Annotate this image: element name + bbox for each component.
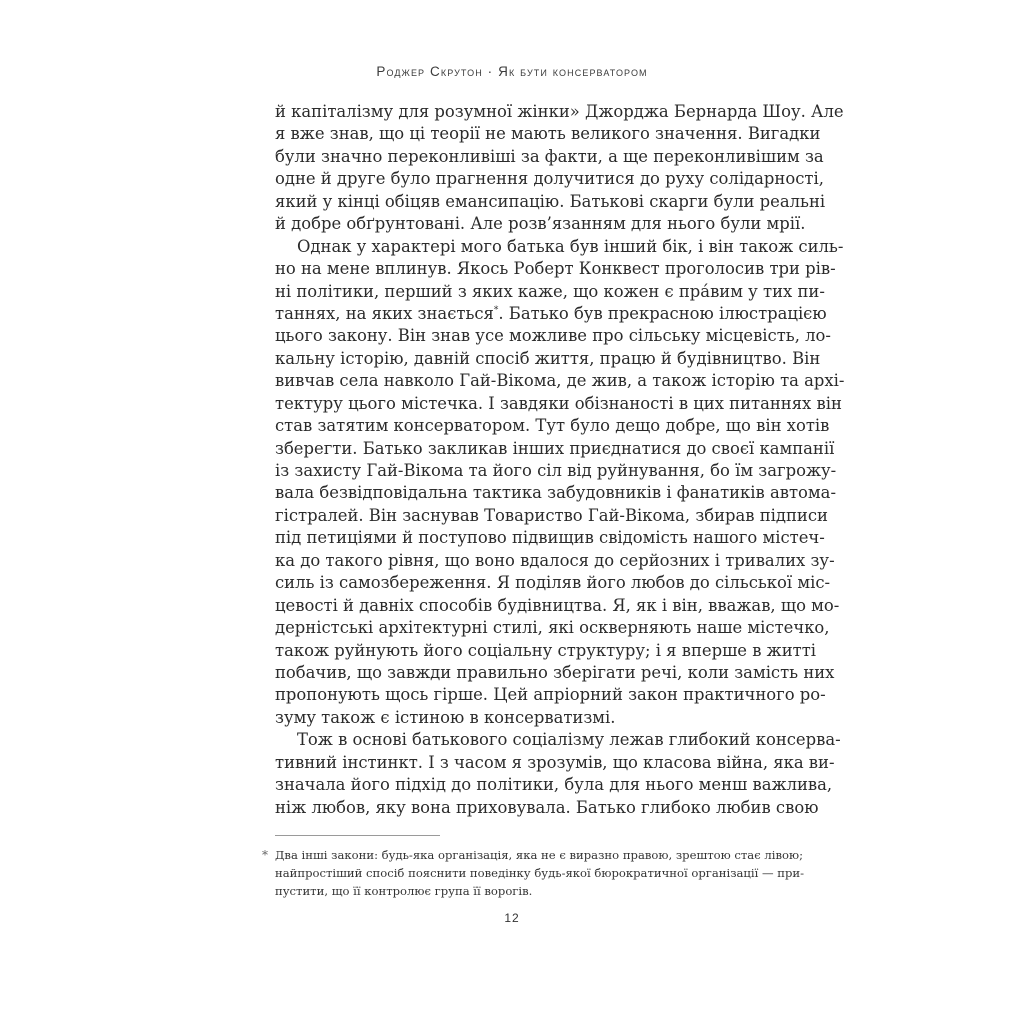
footnote-line: Два інші закони: будь-яка організація, яка не є виразно правою, зрештою стає лівою; [275,848,803,862]
text-line: но на мене вплинув. Якось Роберт Конквест проголосив три рів- [275,259,836,279]
text-line: під петиціями й поступово підвищив свідомість нашого містеч- [275,528,825,548]
text-line: вала безвідповідальна тактика забудовників і фанатиків автома- [275,483,836,503]
footnote [262,846,805,900]
text-line: були значно переконливіші за факти, а ще переконливішим за [275,146,824,166]
text-line: ні політики, перший з яких каже, що кожен є пра́вим у тих пи- [275,281,825,301]
text-line: зуму також є істиною в консерватизмі. [275,707,616,727]
footnote-marker: * [262,848,268,862]
text-line: також руйнують його соціальну структуру; і я вперше в житті [275,640,817,660]
text-line: цього закону. Він знав усе можливе про сільську місцевість, ло- [275,326,831,346]
paragraph-start-line: Тож в основі батькового соціалізму лежав глибокий консерва- [297,730,841,750]
running-head: Роджер Скрутон · Як бути консерватором [376,64,648,79]
body-text [275,101,845,819]
text-line: побачив, що завжди правильно зберігати речі, коли замість них [275,662,835,682]
text-line: кальну історію, давній спосіб життя, працю й будівництво. Він [275,348,821,368]
text-line-with-footnote-ref [275,303,827,325]
text-line: ка до такого рівня, що воно вдалося до серйозних і тривалих зу- [275,550,835,570]
page-number: 12 [504,911,520,925]
text-line: значала його підхід до політики, була для нього менш важлива, [275,775,833,795]
footnote-line: пустити, що її контролює група її ворогів. [275,884,533,898]
text-line: який у кінці обіцяв емансипацію. Батькові скарги були реальні [275,191,826,211]
text-line: я вже знав, що ці теорії не мають великого значення. Вигадки [275,124,821,144]
text-line: дерністські архітектурні стилі, які оскверняють наше містечко, [275,618,830,638]
text-fragment: . Батько був прекрасною ілюстрацією [498,303,827,323]
text-line: гістралей. Він заснував Товариство Гай-Вікома, збирав підписи [275,505,828,525]
footnote-reference[interactable]: * [493,305,499,316]
text-line: вивчав села навколо Гай-Вікома, де жив, а також історію та архі- [275,371,845,391]
text-line: пропонують щось гірше. Цей апріорний закон практичного ро- [275,685,826,705]
text-line: й добре обґрунтовані. Але розв’язанням для нього були мрії. [275,214,806,234]
footnote-divider [275,835,440,836]
text-line: тектуру цього містечка. І завдяки обізнаності в цих питаннях він [275,393,842,413]
text-line: зберегти. Батько закликав інших приєднатися до своєї кампанії [275,438,835,458]
text-line: ніж любов, яку вона приховувала. Батько глибоко любив свою [275,797,819,817]
footnote-body [275,846,805,900]
text-line: став затятим консерватором. Тут було дещо добре, що він хотів [275,416,830,436]
text-line: тивний інстинкт. І з часом я зрозумів, що класова війна, яка ви- [275,752,835,772]
text-fragment: таннях, на яких знається [275,303,494,323]
text-line: із захисту Гай-Вікома та його сіл від руйнування, бо їм загрожу- [275,461,837,480]
footnote-line: найпростіший спосіб пояснити поведінку будь-якої бюрократичної організації — при- [275,866,805,880]
text-line: цевості й давніх способів будівництва. Я, як і він, вважав, що мо- [275,595,840,615]
text-line: одне й друге було прагнення долучитися до руху солідарності, [275,169,824,189]
paragraph-start-line: Однак у характері мого батька був інший бік, і він також силь- [297,236,844,256]
text-line: й капіталізму для розумної жінки» Джорджа Бернарда Шоу. Але [275,102,844,121]
text-line: силь із самозбереження. Я поділяв його любов до сільської міс- [275,573,831,593]
